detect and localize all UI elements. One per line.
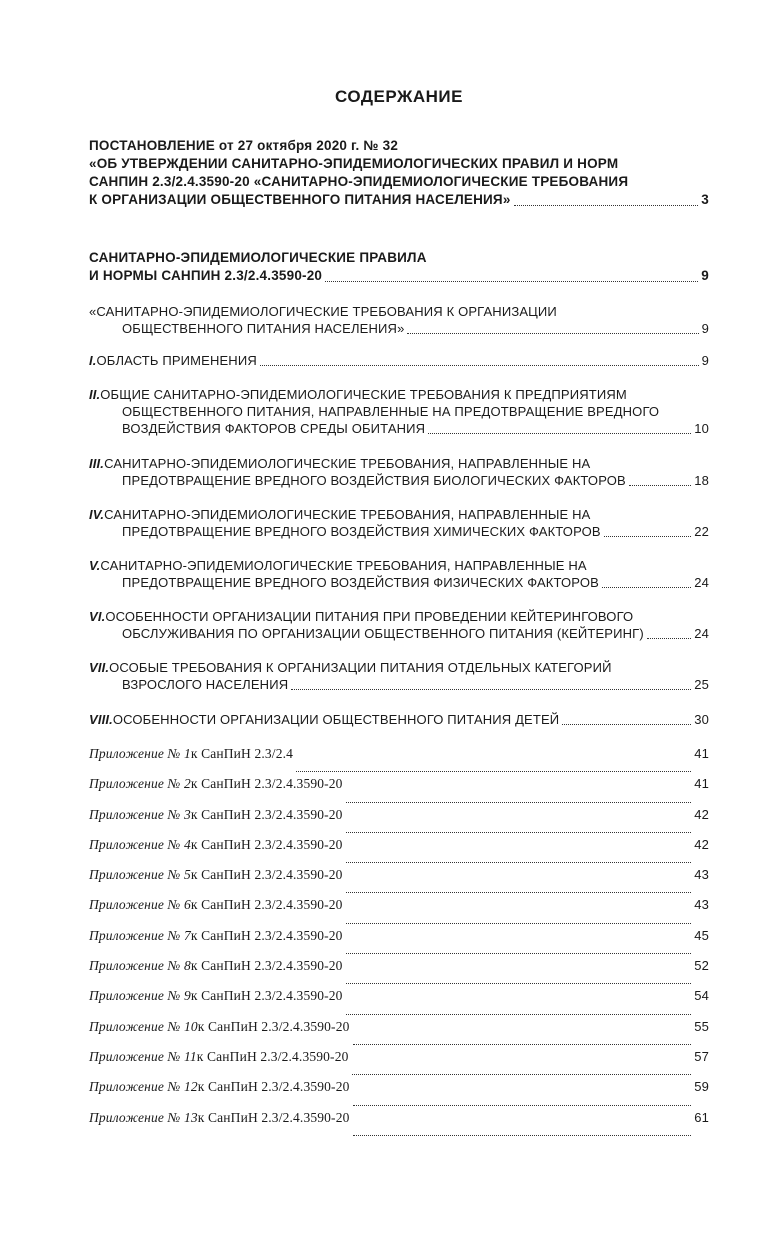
- appendix-ref: к СанПиН 2.3/2.4.3590-20: [190, 776, 343, 792]
- appendix-label: Приложение № 5: [89, 867, 191, 883]
- dot-leader: [604, 526, 692, 537]
- dot-leader: [428, 423, 691, 434]
- toc-entry-line: [89, 608, 709, 625]
- toc-entry-text: ПРЕДОТВРАЩЕНИЕ ВРЕДНОГО ВОЗДЕЙСТВИЯ ХИМИЧЕСКИХ ФАКТОРОВ: [122, 524, 601, 539]
- toc-entry-text: «ОБ УТВЕРЖДЕНИИ САНИТАРНО-ЭПИДЕМИОЛОГИЧЕСКИХ ПРАВИЛ И НОРМ: [89, 156, 619, 171]
- toc-entry-text: САНИТАРНО-ЭПИДЕМИОЛОГИЧЕСКИЕ ТРЕБОВАНИЯ, НАПРАВЛЕННЫЕ НА: [100, 558, 587, 573]
- toc-entry-line: [89, 137, 709, 155]
- appendix-ref: к СанПиН 2.3/2.4.3590-20: [190, 897, 343, 913]
- appendix-ref: к СанПиН 2.3/2.4.3590-20: [190, 958, 343, 974]
- page-number: 45: [694, 927, 709, 943]
- toc-appendix-6[interactable]: [89, 896, 709, 926]
- appendix-label: Приложение № 6: [89, 897, 191, 913]
- toc-appendix-3[interactable]: [89, 806, 709, 836]
- dot-leader: [346, 1004, 692, 1015]
- toc-entry-text: ОБЛАСТЬ ПРИМЕНЕНИЯ: [96, 353, 257, 368]
- section-number: VI.: [89, 609, 106, 624]
- toc-section-2[interactable]: [89, 386, 709, 437]
- section-number: I.: [89, 353, 97, 368]
- toc-section-6[interactable]: [89, 608, 709, 642]
- appendix-label: Приложение № 13: [89, 1109, 198, 1125]
- dot-leader: [353, 1125, 692, 1136]
- dot-leader: [602, 577, 691, 588]
- dot-leader: [629, 475, 691, 486]
- dot-leader: [353, 1095, 692, 1106]
- toc-entry-text: ОСОБЫЕ ТРЕБОВАНИЯ К ОРГАНИЗАЦИИ ПИТАНИЯ ОТДЕЛЬНЫХ КАТЕГОРИЙ: [109, 660, 612, 675]
- appendix-label: Приложение № 2: [89, 776, 191, 792]
- toc-title: СОДЕРЖАНИЕ: [335, 87, 463, 106]
- toc-section-5[interactable]: [89, 557, 709, 591]
- dot-leader: [346, 882, 692, 893]
- dot-leader: [346, 852, 692, 863]
- toc-appendix-1[interactable]: [89, 745, 709, 775]
- toc-entry-line: [89, 506, 709, 523]
- page-number: 42: [694, 836, 709, 852]
- toc-entry-text: И НОРМЫ САНПИН 2.3/2.4.3590-20: [89, 268, 323, 283]
- page-number: 10: [694, 421, 709, 436]
- toc-entry-intro[interactable]: [89, 303, 709, 337]
- toc-section-1[interactable]: [89, 352, 709, 369]
- toc-section-8[interactable]: [89, 711, 709, 728]
- toc-entry-text: К ОРГАНИЗАЦИИ ОБЩЕСТВЕННОГО ПИТАНИЯ НАСЕЛЕНИЯ»: [89, 192, 511, 207]
- page-number: 54: [694, 988, 709, 1004]
- section-number: IV.: [89, 507, 105, 522]
- toc-entry-line: [89, 191, 709, 209]
- toc-appendix-7[interactable]: [89, 927, 709, 957]
- toc-entry-text: ВЗРОСЛОГО НАСЕЛЕНИЯ: [122, 677, 289, 692]
- toc-entry-rules[interactable]: [89, 249, 709, 285]
- page-number: 41: [694, 746, 709, 761]
- page-number: 59: [694, 1079, 709, 1095]
- dot-leader: [346, 792, 692, 803]
- dot-leader: [346, 973, 692, 984]
- section-number: VII.: [89, 660, 110, 675]
- toc-entry-text: ОСОБЕННОСТИ ОРГАНИЗАЦИИ ПИТАНИЯ ПРИ ПРОВЕДЕНИИ КЕЙТЕРИНГОВОГО: [105, 609, 634, 624]
- appendix-ref: к СанПиН 2.3/2.4: [190, 746, 294, 761]
- toc-appendix-8[interactable]: [89, 957, 709, 987]
- toc-entry-text: ВОЗДЕЙСТВИЯ ФАКТОРОВ СРЕДЫ ОБИТАНИЯ: [122, 421, 426, 436]
- section-number: VIII.: [89, 712, 113, 727]
- toc-entry-line: [89, 320, 709, 337]
- dot-leader: [353, 1034, 692, 1045]
- dot-leader: [346, 822, 692, 833]
- appendix-ref: к СанПиН 2.3/2.4.3590-20: [197, 1018, 350, 1034]
- toc-entry-line: [89, 455, 709, 472]
- toc-entry-line: [89, 420, 709, 437]
- dot-leader: [407, 323, 698, 334]
- toc-entry-text: САНИТАРНО-ЭПИДЕМИОЛОГИЧЕСКИЕ ТРЕБОВАНИЯ, НАПРАВЛЕННЫЕ НА: [104, 456, 591, 471]
- toc-appendix-10[interactable]: [89, 1018, 709, 1048]
- appendix-label: Приложение № 10: [89, 1018, 198, 1034]
- page-number: 41: [694, 776, 709, 792]
- page-number: 9: [701, 321, 709, 336]
- page-number: 3: [701, 192, 709, 207]
- dot-leader: [325, 271, 698, 282]
- toc-entry-line: [89, 676, 709, 693]
- page-number: 24: [694, 575, 709, 590]
- dot-leader: [562, 714, 691, 725]
- page-number: 9: [701, 268, 709, 283]
- page-number: 61: [694, 1109, 709, 1125]
- toc-entry-text: ОБЩЕСТВЕННОГО ПИТАНИЯ, НАПРАВЛЕННЫЕ НА ПРЕДОТВРАЩЕНИЕ ВРЕДНОГО: [122, 404, 660, 419]
- toc-entry-line: [89, 155, 709, 173]
- page-number: 57: [694, 1048, 709, 1064]
- appendix-ref: к СанПиН 2.3/2.4.3590-20: [190, 867, 343, 883]
- toc-entry-text: ПРЕДОТВРАЩЕНИЕ ВРЕДНОГО ВОЗДЕЙСТВИЯ ФИЗИЧЕСКИХ ФАКТОРОВ: [122, 575, 599, 590]
- appendix-label: Приложение № 7: [89, 927, 191, 943]
- appendix-ref: к СанПиН 2.3/2.4.3590-20: [190, 988, 343, 1004]
- page-number: 25: [694, 677, 709, 692]
- page-number: 22: [694, 524, 709, 539]
- page-number: 30: [694, 712, 709, 727]
- appendix-ref: к СанПиН 2.3/2.4.3590-20: [190, 806, 343, 822]
- appendix-label: Приложение № 8: [89, 958, 191, 974]
- toc-appendix-9[interactable]: [89, 987, 709, 1017]
- toc-appendices: [89, 745, 709, 1139]
- dot-leader: [352, 1064, 692, 1075]
- toc-entry-line: [89, 249, 709, 267]
- toc-entry-line: [89, 303, 709, 320]
- dot-leader: [296, 761, 691, 772]
- page-number: 55: [694, 1018, 709, 1034]
- toc-appendix-13[interactable]: [89, 1109, 709, 1139]
- dot-leader: [346, 913, 692, 924]
- appendix-ref: к СанПиН 2.3/2.4.3590-20: [196, 1048, 349, 1064]
- page-number: 18: [694, 473, 709, 488]
- toc-entry-text: ОБЩИЕ САНИТАРНО-ЭПИДЕМИОЛОГИЧЕСКИЕ ТРЕБОВАНИЯ К ПРЕДПРИЯТИЯМ: [100, 387, 627, 402]
- toc-entry-text: САНИТАРНО-ЭПИДЕМИОЛОГИЧЕСКИЕ ТРЕБОВАНИЯ, НАПРАВЛЕННЫЕ НА: [104, 507, 591, 522]
- dot-leader: [647, 628, 691, 639]
- toc-section-3[interactable]: [89, 455, 709, 489]
- toc-entry-line: [89, 523, 709, 540]
- dot-leader: [514, 195, 699, 206]
- appendix-label: Приложение № 12: [89, 1079, 198, 1095]
- toc-appendix-5[interactable]: [89, 866, 709, 896]
- toc-entry-line: [89, 267, 709, 285]
- appendix-label: Приложение № 11: [89, 1048, 197, 1064]
- toc-entry-text: ОБСЛУЖИВАНИЯ ПО ОРГАНИЗАЦИИ ОБЩЕСТВЕННОГО ПИТАНИЯ (КЕЙТЕРИНГ): [122, 626, 644, 641]
- appendix-label: Приложение № 9: [89, 988, 191, 1004]
- dot-leader: [346, 943, 692, 954]
- toc-entry-decree[interactable]: [89, 137, 709, 209]
- page-number: 52: [694, 958, 709, 974]
- toc-entry-text: ОБЩЕСТВЕННОГО ПИТАНИЯ НАСЕЛЕНИЯ»: [122, 321, 405, 336]
- toc-entry-line: [89, 711, 709, 728]
- appendix-ref: к СанПиН 2.3/2.4.3590-20: [190, 836, 343, 852]
- appendix-ref: к СанПиН 2.3/2.4.3590-20: [190, 927, 343, 943]
- appendix-label: Приложение № 3: [89, 806, 191, 822]
- toc-entry-line: [89, 173, 709, 191]
- toc-entry-text: «САНИТАРНО-ЭПИДЕМИОЛОГИЧЕСКИЕ ТРЕБОВАНИЯ К ОРГАНИЗАЦИИ: [89, 304, 557, 319]
- toc-entry-line: [89, 352, 709, 369]
- toc-entry-line: [89, 659, 709, 676]
- section-number: V.: [89, 558, 101, 573]
- toc-appendix-11[interactable]: [89, 1048, 709, 1078]
- appendix-ref: к СанПиН 2.3/2.4.3590-20: [197, 1079, 350, 1095]
- toc-entry-line: [89, 574, 709, 591]
- toc-entry-text: САНИТАРНО-ЭПИДЕМИОЛОГИЧЕСКИЕ ПРАВИЛА: [89, 250, 427, 265]
- toc-entry-text: ПОСТАНОВЛЕНИЕ от 27 октября 2020 г. № 32: [89, 138, 399, 153]
- page-number: 24: [694, 626, 709, 641]
- page-number: 43: [694, 867, 709, 883]
- page-number: 42: [694, 806, 709, 822]
- toc-section-4[interactable]: [89, 506, 709, 540]
- toc-entry-line: [89, 472, 709, 489]
- appendix-label: Приложение № 4: [89, 836, 191, 852]
- toc-entry-line: [89, 386, 709, 403]
- appendix-ref: к СанПиН 2.3/2.4.3590-20: [197, 1109, 350, 1125]
- page-number: 9: [701, 353, 709, 368]
- page-number: 43: [694, 897, 709, 913]
- section-number: III.: [89, 456, 105, 471]
- dot-leader: [291, 679, 691, 690]
- toc-appendix-2[interactable]: [89, 775, 709, 805]
- toc-entry-line: [89, 403, 709, 420]
- toc-section-7[interactable]: [89, 659, 709, 693]
- toc-entry-text: ОСОБЕННОСТИ ОРГАНИЗАЦИИ ОБЩЕСТВЕННОГО ПИТАНИЯ ДЕТЕЙ: [112, 712, 560, 727]
- dot-leader: [260, 355, 699, 366]
- toc-entry-text: ПРЕДОТВРАЩЕНИЕ ВРЕДНОГО ВОЗДЕЙСТВИЯ БИОЛОГИЧЕСКИХ ФАКТОРОВ: [122, 473, 626, 488]
- toc-appendix-12[interactable]: [89, 1078, 709, 1108]
- toc-entry-line: [89, 557, 709, 574]
- appendix-label: Приложение № 1: [89, 746, 191, 761]
- section-number: II.: [89, 387, 101, 402]
- toc-entry-line: [89, 625, 709, 642]
- toc-appendix-4[interactable]: [89, 836, 709, 866]
- toc-entry-text: САНПИН 2.3/2.4.3590-20 «САНИТАРНО-ЭПИДЕМИОЛОГИЧЕСКИЕ ТРЕБОВАНИЯ: [89, 174, 629, 189]
